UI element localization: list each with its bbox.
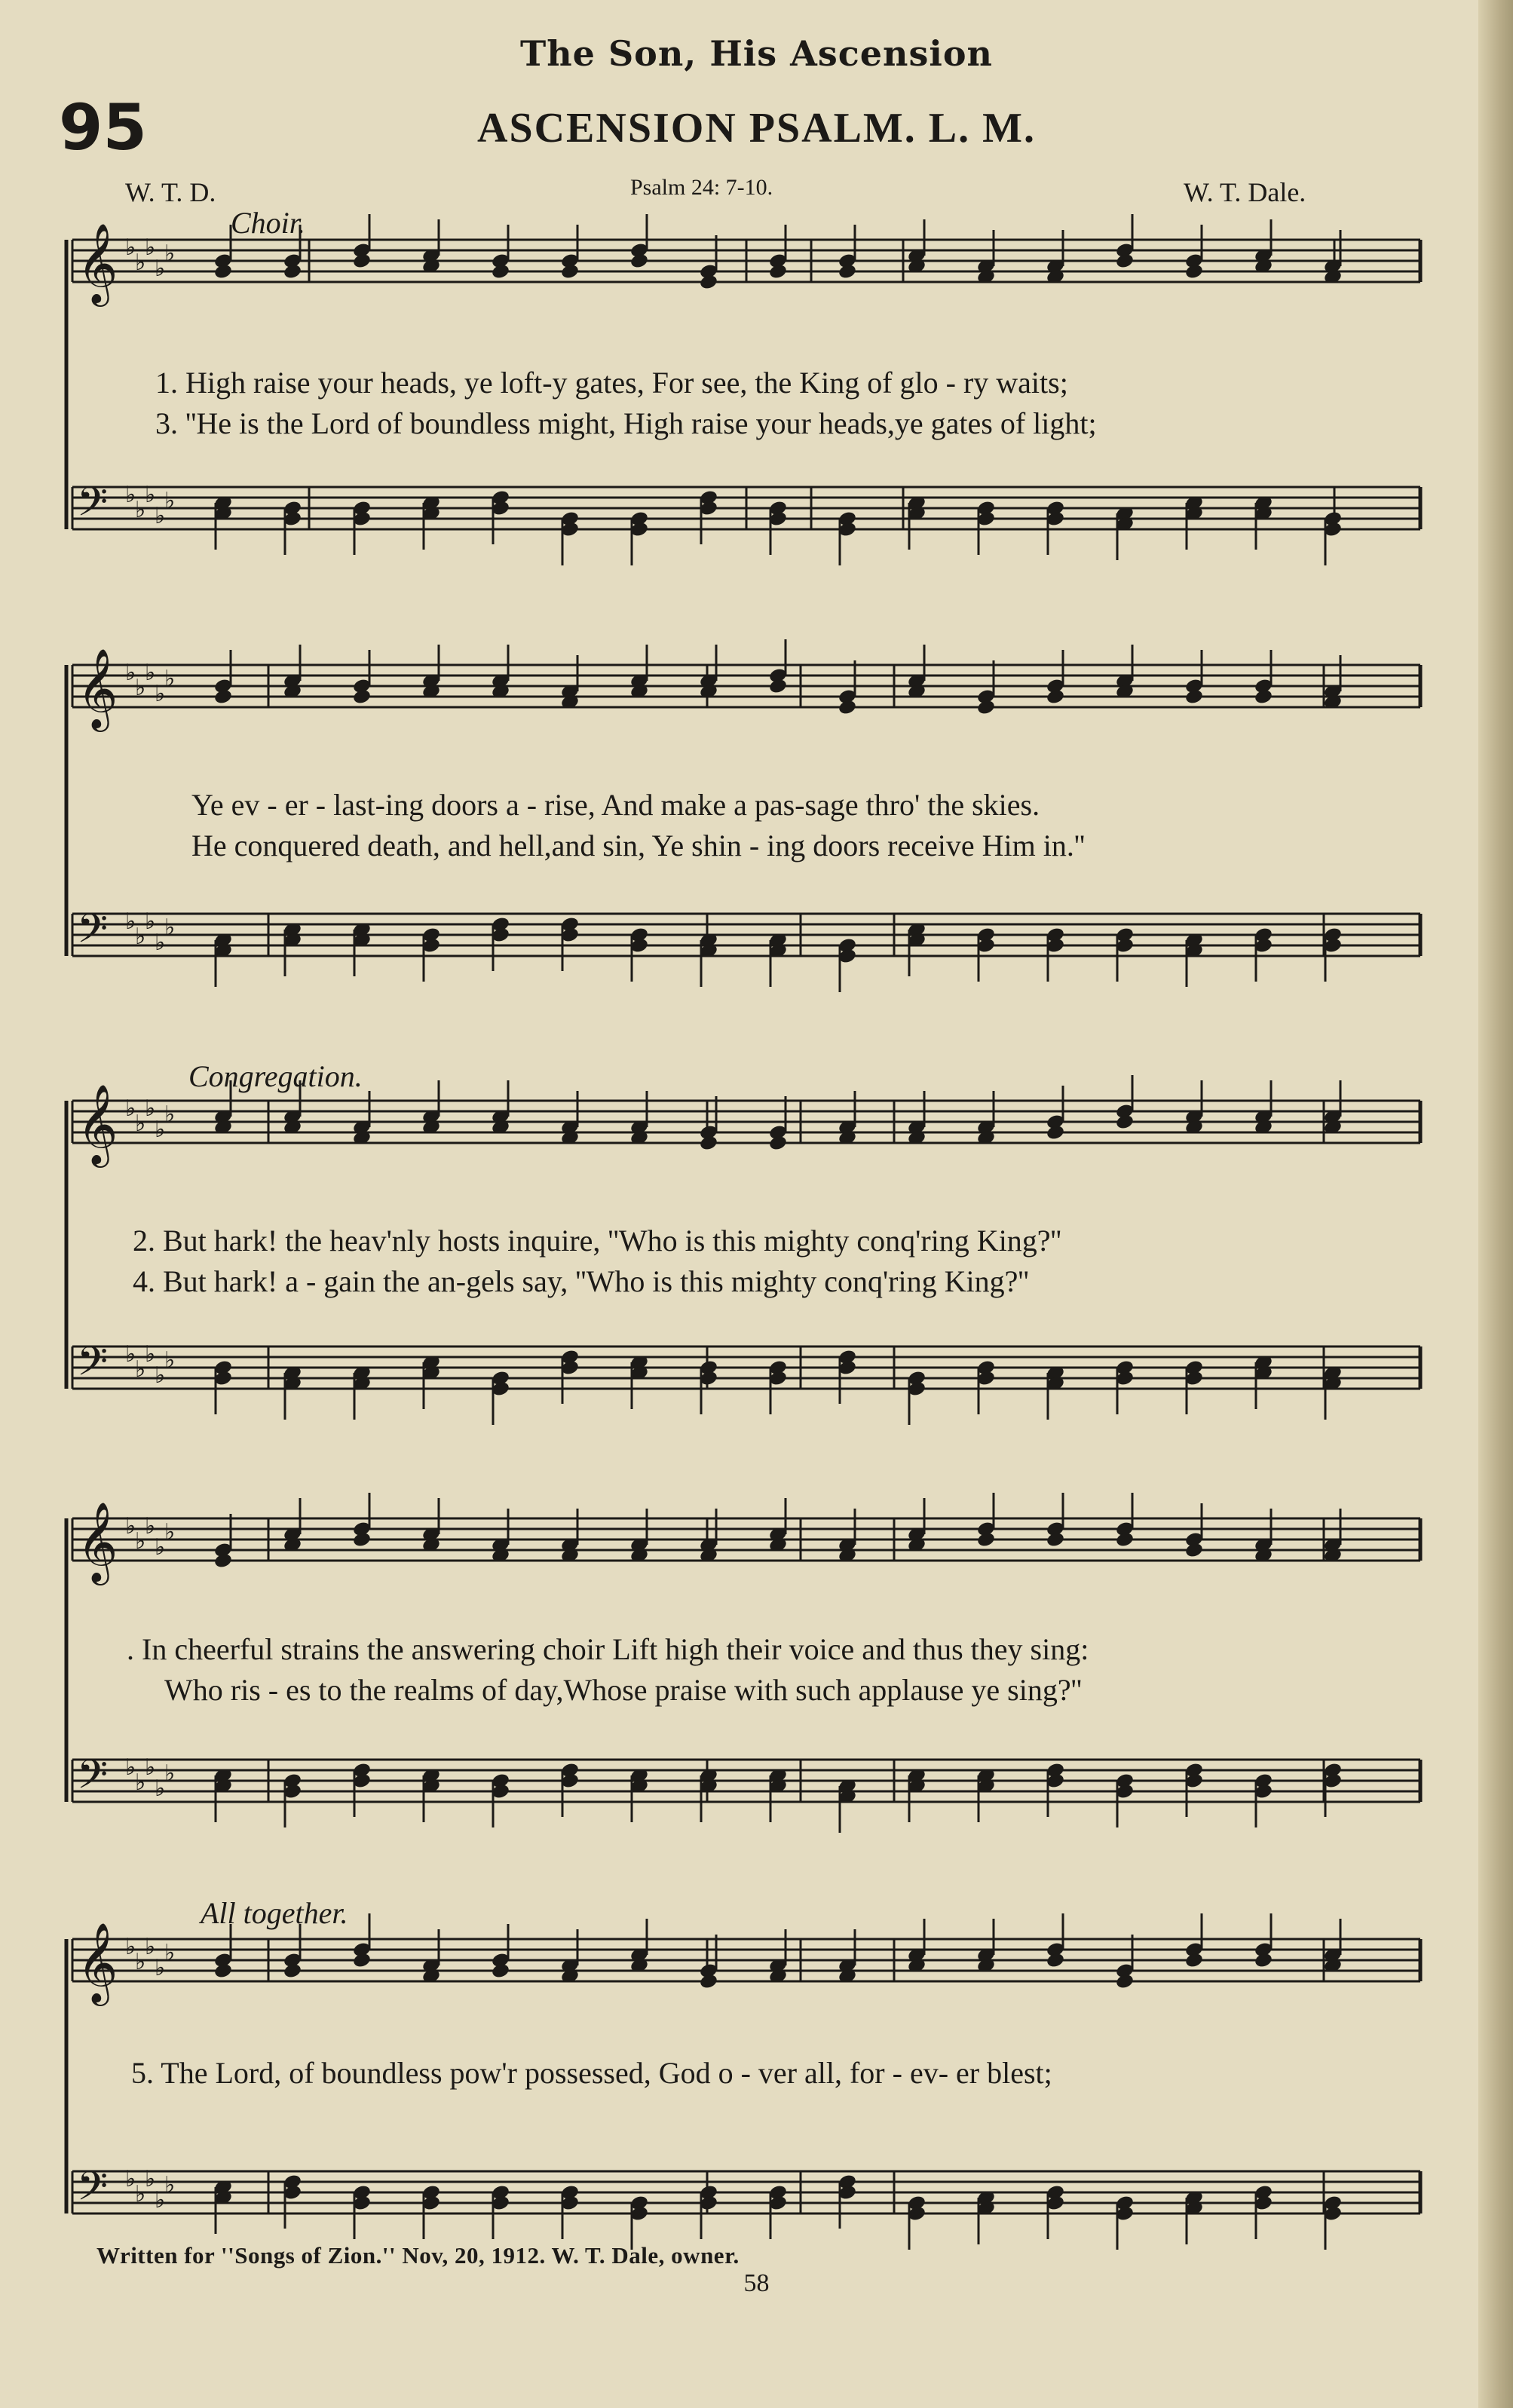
system-marking: Congregation. bbox=[188, 1059, 363, 1093]
system-marking: Choir. bbox=[231, 206, 305, 240]
note-head bbox=[838, 263, 857, 280]
bass-clef-icon: 𝄢 bbox=[77, 1752, 109, 1808]
bass-clef-icon: 𝄢 bbox=[77, 1339, 109, 1395]
note-head bbox=[1184, 1542, 1204, 1559]
note-head bbox=[1115, 1114, 1135, 1131]
treble-clef-icon: 𝄞 bbox=[77, 648, 118, 728]
flat-icon: ♭ bbox=[155, 1362, 166, 1389]
note-head bbox=[976, 1531, 996, 1549]
note-head bbox=[1115, 1973, 1135, 1990]
note-head bbox=[629, 253, 649, 270]
flat-icon: ♭ bbox=[135, 2181, 146, 2207]
flat-icon: ♭ bbox=[164, 488, 176, 514]
flat-icon: ♭ bbox=[145, 1934, 156, 1960]
flat-icon: ♭ bbox=[125, 2166, 136, 2192]
note-head bbox=[1184, 688, 1204, 706]
flat-icon: ♭ bbox=[155, 503, 166, 529]
page-number: 58 bbox=[743, 2269, 770, 2297]
note-head bbox=[1046, 1531, 1065, 1549]
hymn-number: 95 bbox=[59, 90, 147, 164]
flat-icon: ♭ bbox=[125, 1934, 136, 1960]
flat-icon: ♭ bbox=[145, 482, 156, 508]
lyric-line: 3. ''He is the Lord of boundless might, High raise your heads,ye gates of light; bbox=[155, 406, 1097, 440]
note-head bbox=[213, 1552, 233, 1570]
flat-icon: ♭ bbox=[125, 1754, 136, 1781]
flat-icon: ♭ bbox=[164, 666, 176, 692]
lyric-line: Who ris - es to the realms of day,Whose praise with such applause ye sing?'' bbox=[164, 1673, 1083, 1707]
note-head bbox=[352, 1952, 372, 1969]
note-head bbox=[768, 678, 788, 695]
lyric-line: 4. But hark! a - gain the an-gels say, ''Who is this mighty conq'ring King?'' bbox=[133, 1264, 1029, 1298]
flat-icon: ♭ bbox=[135, 1356, 146, 1383]
flat-icon: ♭ bbox=[155, 1534, 166, 1561]
note-head bbox=[1046, 1124, 1065, 1141]
note-head bbox=[213, 1962, 233, 1980]
flat-icon: ♭ bbox=[145, 1754, 156, 1781]
flat-icon: ♭ bbox=[155, 1117, 166, 1143]
note-head bbox=[768, 263, 788, 280]
flat-icon: ♭ bbox=[135, 497, 146, 523]
treble-clef-icon: 𝄞 bbox=[77, 1501, 118, 1582]
flat-icon: ♭ bbox=[164, 914, 176, 941]
flat-icon: ♭ bbox=[125, 234, 136, 261]
flat-icon: ♭ bbox=[145, 908, 156, 935]
flat-icon: ♭ bbox=[155, 930, 166, 956]
flat-icon: ♭ bbox=[164, 2172, 176, 2198]
flat-icon: ♭ bbox=[125, 908, 136, 935]
note-head bbox=[283, 1962, 302, 1980]
flat-icon: ♭ bbox=[135, 1111, 146, 1137]
note-head bbox=[838, 699, 857, 716]
flat-icon: ♭ bbox=[135, 1528, 146, 1555]
flat-icon: ♭ bbox=[135, 1949, 146, 1975]
flat-icon: ♭ bbox=[135, 924, 146, 950]
flat-icon: ♭ bbox=[135, 250, 146, 276]
note-head bbox=[1115, 253, 1135, 270]
flat-icon: ♭ bbox=[155, 681, 166, 707]
note-head bbox=[699, 1973, 718, 1990]
treble-clef-icon: 𝄞 bbox=[77, 222, 118, 303]
system-marking: All together. bbox=[201, 1896, 348, 1930]
note-head bbox=[1254, 1952, 1273, 1969]
lyric-line: 2. But hark! the heav'nly hosts inquire, ''Who is this mighty conq'ring King?'' bbox=[133, 1224, 1061, 1258]
note-head bbox=[352, 1531, 372, 1549]
note-head bbox=[1184, 1952, 1204, 1969]
flat-icon: ♭ bbox=[155, 2187, 166, 2213]
flat-icon: ♭ bbox=[164, 1760, 176, 1787]
note-head bbox=[491, 263, 510, 280]
flat-icon: ♭ bbox=[164, 1101, 176, 1128]
flat-icon: ♭ bbox=[125, 1513, 136, 1539]
flat-icon: ♭ bbox=[164, 240, 176, 267]
lyric-line: 1. High raise your heads, ye loft-y gates, For see, the King of glo - ry waits; bbox=[155, 366, 1068, 400]
note-head bbox=[213, 263, 233, 280]
note-head bbox=[1115, 1531, 1135, 1549]
flat-icon: ♭ bbox=[135, 1769, 146, 1796]
note-head bbox=[352, 253, 372, 270]
note-head bbox=[1046, 1952, 1065, 1969]
treble-clef-icon: 𝄞 bbox=[77, 1083, 118, 1164]
note-head bbox=[699, 274, 718, 291]
flat-icon: ♭ bbox=[125, 1095, 136, 1122]
note-head bbox=[768, 1135, 788, 1152]
flat-icon: ♭ bbox=[145, 234, 156, 261]
flat-icon: ♭ bbox=[125, 660, 136, 686]
flat-icon: ♭ bbox=[155, 256, 166, 282]
lyric-line: 5. The Lord, of boundless pow'r possessed, God o - ver all, for - ev- er blest; bbox=[131, 2056, 1052, 2090]
section-title: The Son, His Ascension bbox=[520, 33, 993, 74]
lyric-line: He conquered death, and hell,and sin, Ye shin - ing doors receive Him in.'' bbox=[191, 829, 1086, 862]
flat-icon: ♭ bbox=[125, 1341, 136, 1368]
lyric-line: Ye ev - er - last-ing doors a - rise, And make a pas-sage thro' the skies. bbox=[191, 788, 1040, 822]
flat-icon: ♭ bbox=[145, 1341, 156, 1368]
bass-clef-icon: 𝄢 bbox=[77, 906, 109, 962]
note-head bbox=[560, 263, 580, 280]
flat-icon: ♭ bbox=[164, 1347, 176, 1374]
composer-credit: W. T. Dale. bbox=[1184, 177, 1306, 207]
flat-icon: ♭ bbox=[125, 482, 136, 508]
flat-icon: ♭ bbox=[155, 1955, 166, 1981]
lyric-line: . In cheerful strains the answering choir Lift high their voice and thus they sing: bbox=[127, 1632, 1089, 1666]
note-head bbox=[491, 1962, 510, 1980]
bass-clef-icon: 𝄢 bbox=[77, 2164, 109, 2220]
flat-icon: ♭ bbox=[145, 2166, 156, 2192]
flat-icon: ♭ bbox=[135, 675, 146, 701]
lyricist-credit: W. T. D. bbox=[125, 177, 216, 207]
note-head bbox=[213, 688, 233, 706]
flat-icon: ♭ bbox=[145, 660, 156, 686]
scripture-reference: Psalm 24: 7-10. bbox=[630, 175, 773, 200]
note-head bbox=[352, 688, 372, 706]
treble-clef-icon: 𝄞 bbox=[77, 1922, 118, 2002]
flat-icon: ♭ bbox=[164, 1519, 176, 1546]
hymn-title: ASCENSION PSALM. L. M. bbox=[477, 105, 1036, 152]
note-head bbox=[699, 1135, 718, 1152]
flat-icon: ♭ bbox=[145, 1095, 156, 1122]
note-head bbox=[1184, 263, 1204, 280]
flat-icon: ♭ bbox=[155, 1775, 166, 1802]
note-head bbox=[976, 699, 996, 716]
flat-icon: ♭ bbox=[145, 1513, 156, 1539]
bass-clef-icon: 𝄢 bbox=[77, 479, 109, 535]
note-head bbox=[1254, 688, 1273, 706]
note-head bbox=[1046, 688, 1065, 706]
footer-copyright-note: Written for ''Songs of Zion.'' Nov, 20, 1912. W. T. Dale, owner. bbox=[96, 2242, 740, 2269]
note-head bbox=[283, 263, 302, 280]
flat-icon: ♭ bbox=[164, 1940, 176, 1966]
